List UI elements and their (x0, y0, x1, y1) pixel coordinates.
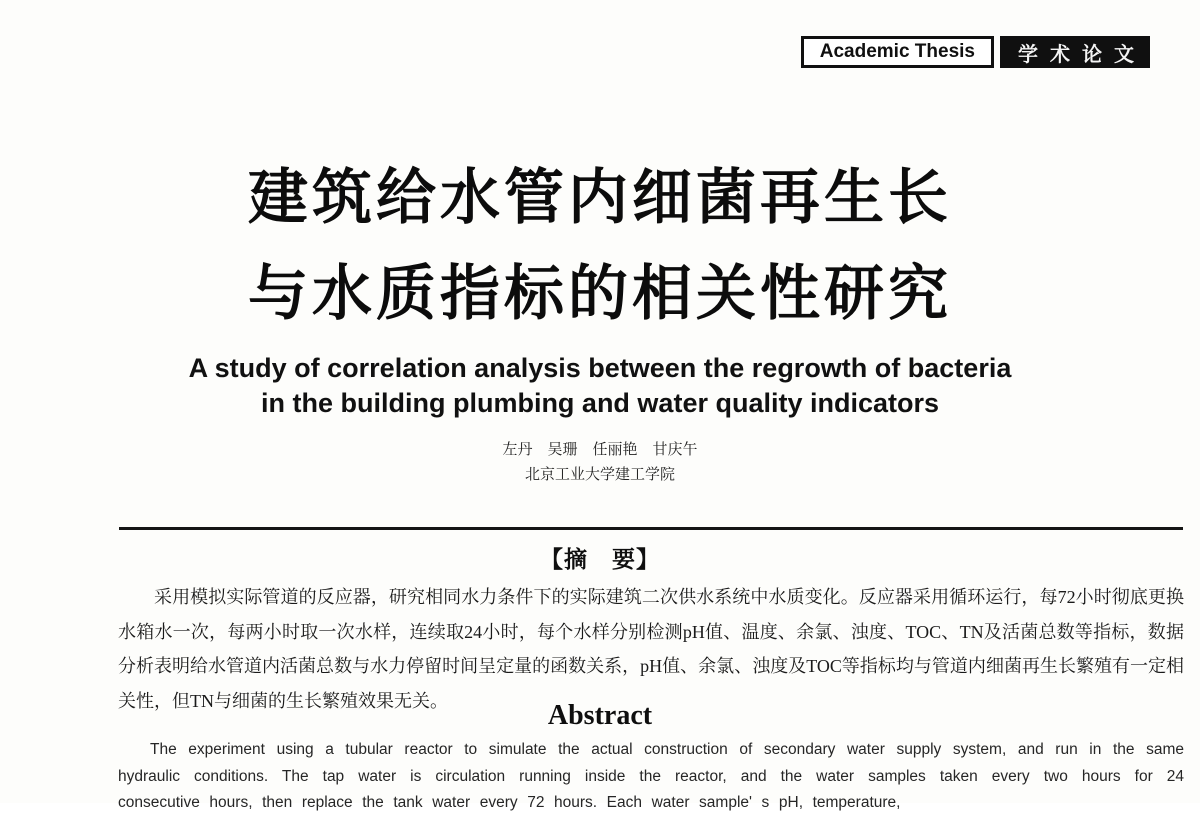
badge-xueshu-lunwen-label: 学术论文 (1000, 36, 1150, 68)
divider-rule (119, 527, 1183, 530)
abstract-chinese-body: 采用模拟实际管道的反应器，研究相同水力条件下的实际建筑二次供水系统中水质变化。反应器采用循环运行，每72小时彻底更换水箱水一次，每两小时取一次水样，连续取24小时，每个水样分别检测pH值、温度、余氯、浊度、TOC、TN及活菌总数等指标，数据分析表明给水管道内活菌总数与水力停留时间呈定量的函数关系，pH值、余氯、浊度及TOC等指标均与管道内细菌再生长繁殖有一定相关性，但TN与细菌的生长繁殖效果无关。 (118, 587, 1184, 711)
affiliation-line: 北京工业大学建工学院 (524, 467, 675, 483)
abstract-chinese-heading: 【摘 要】 (540, 547, 660, 572)
title-english (0, 351, 1200, 421)
title-chinese (0, 150, 1200, 342)
header-badge (801, 36, 1150, 68)
title-chinese-line2: 与水质指标的相关性研究 (248, 259, 952, 329)
authors-line: 左丹 吴珊 任丽艳 甘庆午 (502, 442, 698, 458)
abstract-english-heading: Abstract (547, 700, 653, 731)
title-chinese-line1: 建筑给水管内细菌再生长 (248, 163, 952, 233)
abstract-english-body: The experiment using a tubular reactor to simulate the actual construction of secondary water supply system, and run in the same hydraulic conditions. The tap water is circulation running inside the reactor, and the water samples taken every two hours for 24 consecutive hours, then replace the tank water every 72 hours. Each water sample' s pH, temperature, (118, 741, 1184, 811)
title-english-line1: A study of correlation analysis between the regrowth of bacteria (188, 353, 1012, 383)
title-english-line2: in the building plumbing and water quality indicators (260, 388, 940, 418)
badge-academic-thesis-label: Academic Thesis (801, 36, 994, 68)
